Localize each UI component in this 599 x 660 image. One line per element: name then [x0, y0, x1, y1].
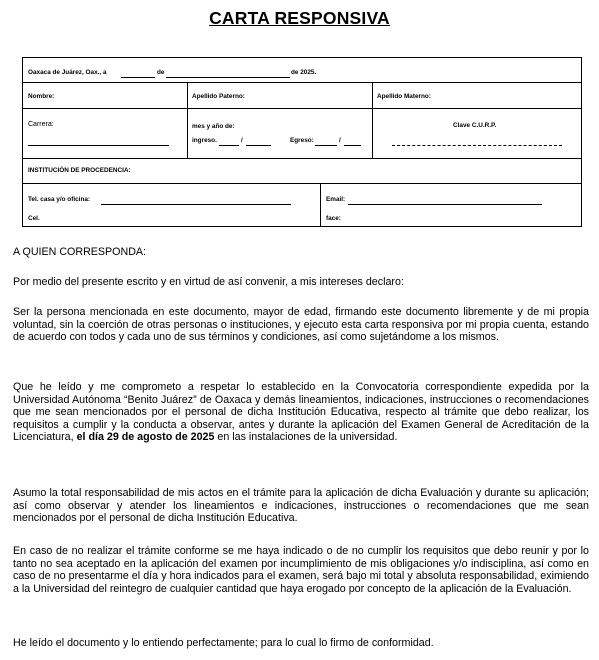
celular-label: Cel. — [28, 215, 40, 222]
closing-paragraph — [13, 637, 589, 650]
telefono-field[interactable] — [101, 204, 291, 205]
apellido-paterno-label: Apellido Paterno: — [192, 93, 245, 100]
ingreso-slash: / — [241, 137, 243, 144]
row-divider — [23, 82, 581, 83]
curp-label: Clave C.U.R.P. — [453, 122, 497, 129]
paragraph-responsibility — [13, 487, 589, 525]
ingreso-year-field[interactable] — [246, 145, 271, 146]
facebook-label: face: — [326, 215, 341, 222]
telefono-label: Tel. casa y/o oficina: — [28, 196, 91, 203]
column-divider — [187, 82, 188, 158]
place-label: Oaxaca de Juárez, Oax., a — [28, 69, 107, 76]
column-divider — [320, 183, 321, 227]
paragraph-consent — [13, 306, 589, 344]
intro-text: Por medio del presente escrito y en virtud de así convenir, a mis intereses declaro: — [13, 276, 404, 288]
egreso-label: Egreso: — [290, 137, 314, 144]
column-divider — [372, 82, 373, 158]
carrera-field[interactable] — [28, 145, 169, 146]
commitment-text-b: en las instalaciones de la universidad. — [217, 431, 398, 444]
email-field[interactable] — [348, 204, 542, 205]
ingreso-label: ingreso. — [192, 137, 217, 144]
email-label: Email: — [326, 196, 346, 203]
exam-date: el día 29 de agosto de 2025 — [76, 431, 215, 444]
curp-field[interactable] — [392, 145, 562, 146]
consent-text: Ser la persona mencionada en este documento, mayor de edad, firmando este documento libremente y de mi propia voluntad, sin la coerción de otras personas o instituciones, y ejecuto esta carta responsiva por mi propia cuenta, estando de acuerdo con todos y cada uno de sus términos y condiciones, así como sujetándome a los mismos. — [13, 306, 589, 344]
apellido-materno-label: Apellido Materno: — [377, 93, 431, 100]
closing-text: He leído el documento y lo entiendo perfectamente; para lo cual lo firmo de conformidad. — [13, 637, 434, 649]
intro-paragraph — [13, 276, 589, 289]
noncompliance-text: En caso de no realizar el trámite conforme se me haya indicado o de no cumplir los requisitos que debo reunir y por lo tanto no sea aceptado en la aplicación del examen por incumplimiento de mis obligaciones y/o indisciplina, así como en caso de no presentarme el día y hora indicados para el examen, será bajo mi total y absoluta responsabilidad, eximiendo a la Universidad del reintegro de cualquier cantidad que haya erogado por concepto de la aplicación de la Evaluación. — [13, 545, 589, 595]
day-field[interactable] — [121, 77, 155, 78]
egreso-month-field[interactable] — [315, 145, 337, 146]
greeting-text: A QUIEN CORRESPONDA: — [13, 246, 147, 258]
de-label: de — [157, 69, 165, 76]
applicant-info-form — [22, 57, 582, 227]
commitment-text — [13, 381, 589, 444]
row-divider — [23, 158, 581, 159]
nombre-label: Nombre: — [28, 93, 55, 100]
month-field[interactable] — [166, 77, 290, 78]
carrera-label: Carrera: — [28, 121, 54, 128]
responsibility-text: Asumo la total responsabilidad de mis actos en el trámite para la aplicación de dicha Evaluación y durante su aplicación; así como observar y atender los lineamientos e indicaciones, instrucciones o recomendaciones que me sean mencionados por el personal de dicha Institución Educativa. — [13, 487, 589, 525]
egreso-year-field[interactable] — [344, 145, 361, 146]
institucion-label: INSTITUCIÓN DE PROCEDENCIA: — [28, 167, 131, 174]
egreso-slash: / — [339, 137, 341, 144]
row-divider — [23, 183, 581, 184]
paragraph-commitment — [13, 381, 589, 444]
greeting — [13, 246, 589, 259]
year-label: de 2025. — [291, 69, 317, 76]
mes-anio-label: mes y año de: — [192, 123, 235, 130]
document-title: CARTA RESPONSIVA — [209, 8, 390, 28]
row-divider — [23, 108, 581, 109]
commitment-text-a: Que he leído y me comprometo a respetar lo establecido en la Convocatoria correspondiente expedida por la Universidad Autónoma “Benito Juárez” de Oaxaca y demás lineamientos, indicaciones, instrucciones o recomendaciones que me sean mencionados por el personal de dicha Institución Educativa, respecto al trámite que debo realizar, los requisitos a cumplir y la conducta a observar, antes y durante la aplicación del Examen General de Acreditación de la Licenciatura, — [13, 381, 589, 444]
ingreso-month-field[interactable] — [219, 145, 239, 146]
paragraph-noncompliance — [13, 545, 589, 595]
